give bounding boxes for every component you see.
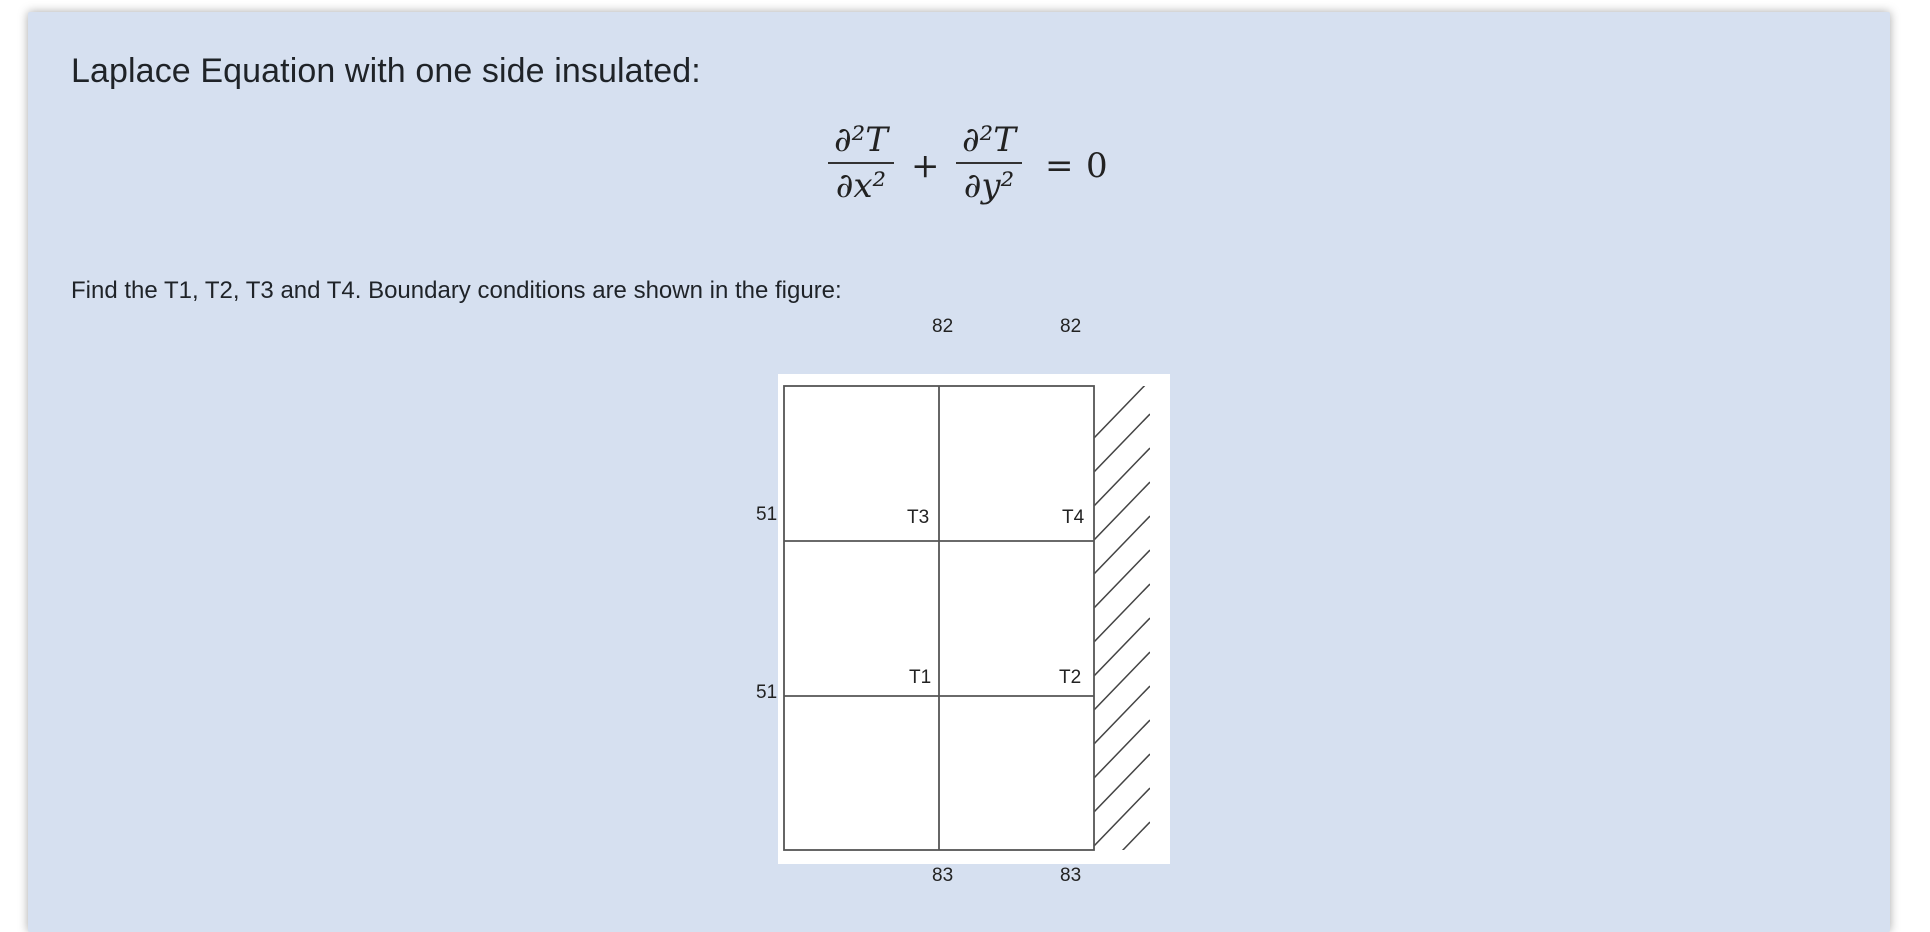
equals-sign: = [1045, 146, 1074, 186]
fraction-bar [956, 162, 1022, 164]
node-label-t1: T1 [909, 667, 932, 688]
bottom-boundary-label: 83 [932, 865, 954, 886]
problem-prompt: Find the T1, T2, T3 and T4. Boundary conditions are shown in the figure: [71, 277, 842, 304]
boundary-condition-figure [740, 310, 1180, 910]
top-boundary-label: 82 [932, 316, 954, 337]
fraction-denominator: ∂y² [963, 165, 1015, 206]
figure-background [778, 374, 1170, 864]
node-label-t2: T2 [1059, 667, 1082, 688]
top-boundary-label: 82 [1060, 316, 1082, 337]
left-boundary-label: 51 [756, 682, 778, 703]
fraction-d2t-dx2 [828, 120, 894, 206]
grid-diagram [740, 310, 1180, 910]
fraction-bar [828, 162, 894, 164]
page-title: Laplace Equation with one side insulated: [71, 52, 701, 90]
fraction-denominator: ∂x² [835, 165, 887, 206]
node-label-t3: T3 [907, 507, 930, 528]
fraction-d2t-dy2 [956, 120, 1022, 206]
left-boundary-label: 51 [756, 504, 778, 525]
bottom-boundary-label: 83 [1060, 865, 1082, 886]
plus-sign: + [911, 146, 940, 186]
fraction-numerator: ∂²T [962, 120, 1016, 160]
equation-rhs: 0 [1086, 146, 1108, 186]
laplace-equation [820, 120, 1120, 220]
fraction-numerator: ∂²T [834, 120, 888, 160]
node-label-t4: T4 [1062, 507, 1085, 528]
